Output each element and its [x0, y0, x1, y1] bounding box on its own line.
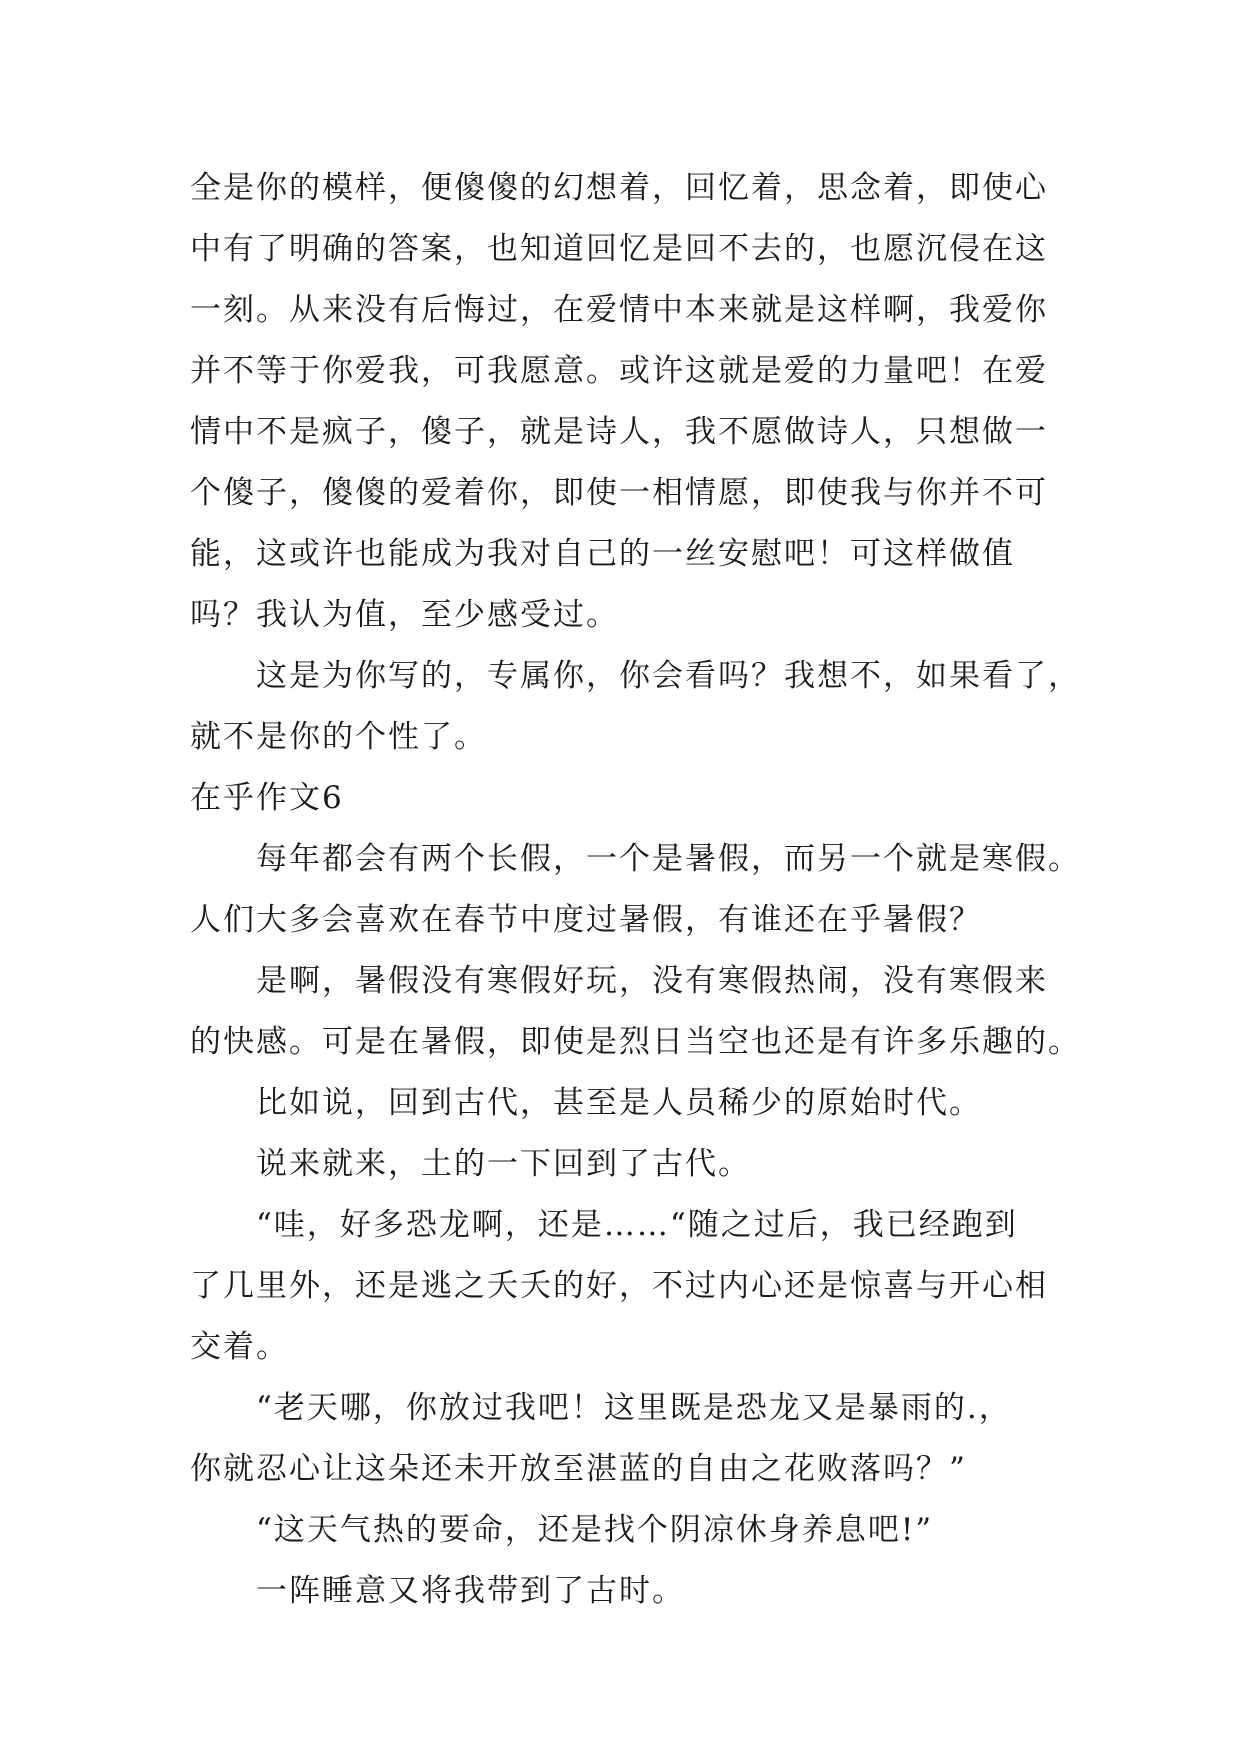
- text-line: 个傻子，傻傻的爱着你，即使一相情愿，即使我与你并不可: [190, 475, 1048, 511]
- text-line: 比如说，回到古代，甚至是人员稀少的原始时代。: [256, 1085, 982, 1121]
- text-line: 是啊，暑假没有寒假好玩，没有寒假热闹，没有寒假来: [256, 963, 1048, 999]
- text-line: 人们大多会喜欢在春节中度过暑假，有谁还在乎暑假？: [190, 902, 982, 938]
- document-body: [190, 158, 1081, 1622]
- text-line: 交着。: [190, 1329, 289, 1365]
- text-line: 说来就来，土的一下回到了古代。: [256, 1146, 751, 1182]
- text-line: 每年都会有两个长假，一个是暑假，而另一个就是寒假。: [256, 841, 1081, 877]
- section-heading: 在乎作文6: [190, 780, 344, 816]
- text-line: 就不是你的个性了。: [190, 719, 487, 755]
- text-line: 吗？我认为值，至少感受过。: [190, 597, 619, 633]
- text-line: 能，这或许也能成为我对自己的一丝安慰吧！可这样做值: [190, 536, 1015, 572]
- text-line: 一刻。从来没有后悔过，在爱情中本来就是这样啊，我爱你: [190, 292, 1048, 328]
- text-line: 了几里外，还是逃之夭夭的好，不过内心还是惊喜与开心相: [190, 1268, 1048, 1304]
- text-line: “这天气热的要命，还是找个阴凉休身养息吧!”: [256, 1512, 934, 1548]
- text-line: 全是你的模样，便傻傻的幻想着，回忆着，思念着，即使心: [190, 170, 1048, 206]
- text-line: 一阵睡意又将我带到了古时。: [256, 1573, 685, 1609]
- text-line: “哇，好多恐龙啊，还是……“随之过后，我已经跑到: [256, 1207, 1018, 1243]
- text-line: 你就忍心让这朵还未开放至湛蓝的自由之花败落吗？”: [190, 1451, 967, 1487]
- text-line: 并不等于你爱我，可我愿意。或许这就是爱的力量吧！在爱: [190, 353, 1048, 389]
- text-line: “老天哪，你放过我吧！这里既是恐龙又是暴雨的.，: [256, 1390, 1012, 1426]
- text-line: 情中不是疯子，傻子，就是诗人，我不愿做诗人，只想做一: [190, 414, 1048, 450]
- text-line: 的快感。可是在暑假，即使是烈日当空也还是有许多乐趣的。: [190, 1024, 1081, 1060]
- text-line: 这是为你写的，专属你，你会看吗？我想不，如果看了，: [256, 658, 1081, 694]
- text-line: 中有了明确的答案，也知道回忆是回不去的，也愿沉侵在这: [190, 231, 1048, 267]
